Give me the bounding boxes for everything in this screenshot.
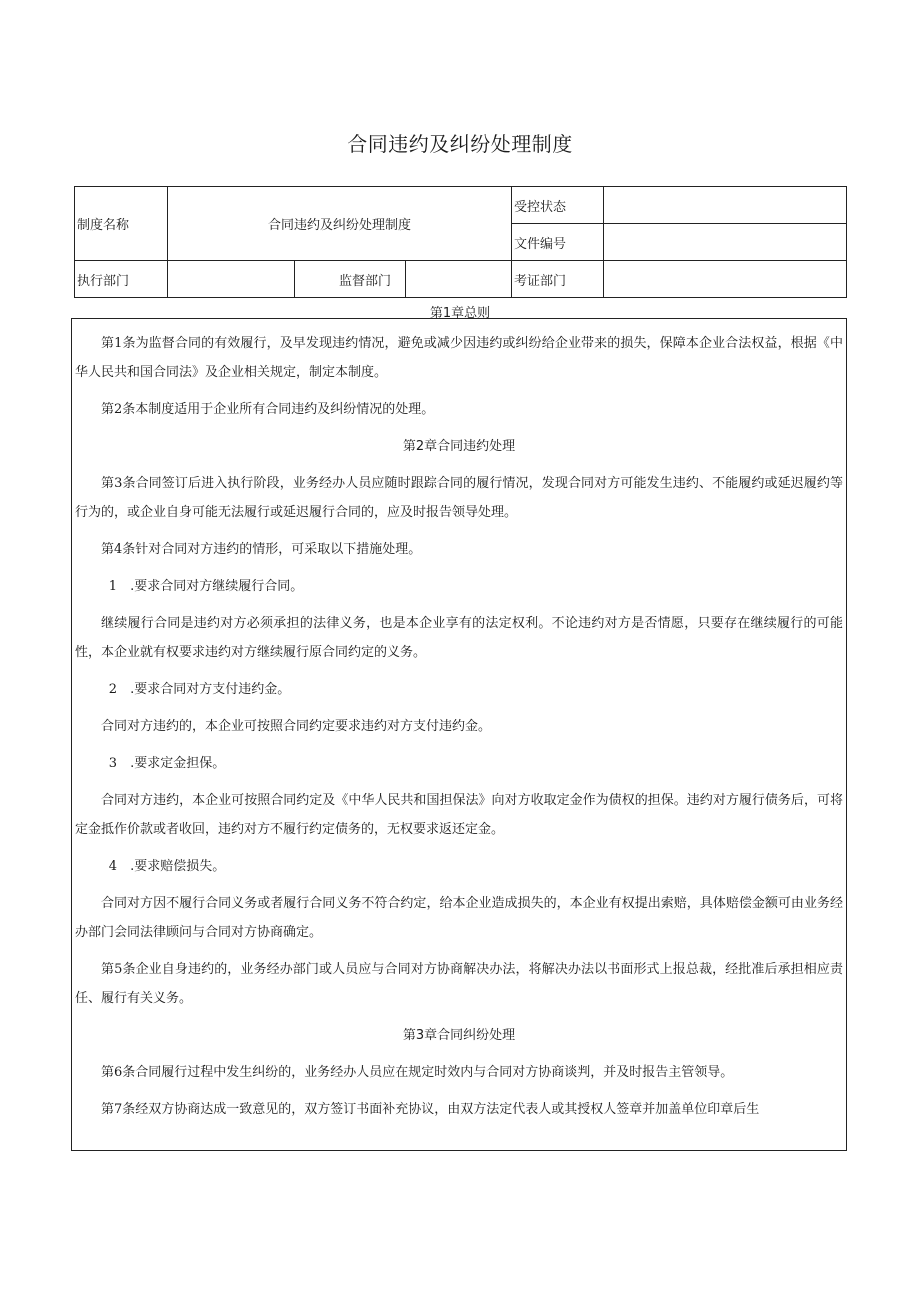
measure-1-text: 继续履行合同是违约对方必须承担的法律义务，也是本企业享有的法定权利。不论违约对方是否情愿，只要存在继续履行的可能性，本企业就有权要求违约对方继续履行原合同约定的义务。 <box>75 616 843 660</box>
article-5: 第5条企业自身违约的，业务经办部门或人员应与合同对方协商解决办法，将解决办法以书面形式上报总裁，经批准后承担相应责任、履行有关义务。 <box>75 962 843 1006</box>
file-no-value-cell <box>604 224 847 261</box>
meta-row-1 <box>75 187 847 224</box>
meta-table <box>74 186 847 298</box>
article-7: 第7条经双方协商达成一致意见的，双方签订书面补充协议，由双方法定代表人或其授权人签章并加盖单位印章后生 <box>101 1102 760 1117</box>
measure-4-text: 合同对方因不履行合同义务或者履行合同义务不符合约定，给本企业造成损失的，本企业有权提出索赔，具体赔偿金额可由业务经办部门会同法律顾问与合同对方协商确定。 <box>75 896 843 940</box>
measure-2-text: 合同对方违约的，本企业可按照合同约定要求违约对方支付违约金。 <box>101 719 492 734</box>
exec-dept-label-cell: 执行部门 <box>75 261 168 298</box>
cert-dept-label-cell: 考证部门 <box>512 261 604 298</box>
meta-row-3 <box>75 261 847 298</box>
chapter-3-heading: 第3章合同纠纷处理 <box>402 1028 516 1043</box>
name-label-cell: 制度名称 <box>75 187 168 261</box>
name-value-cell: 合同违约及纠纷处理制度 <box>168 187 512 261</box>
document-title: 合同违约及纠纷处理制度 <box>347 132 573 156</box>
supervise-dept-value-cell <box>406 261 512 298</box>
measure-1: 1 .要求合同对方继续履行合同。 <box>108 579 304 594</box>
exec-dept-value-cell <box>168 261 295 298</box>
article-3: 第3条合同签订后进入执行阶段，业务经办人员应随时跟踪合同的履行情况，发现合同对方可能发生违约、不能履约或延迟履约等行为的，或企业自身可能无法履行或延迟履行合同的，应及时报告领导处理。 <box>75 476 843 520</box>
chapter-1-heading: 第1章总则 <box>429 306 491 321</box>
article-4: 第4条针对合同对方违约的情形，可采取以下措施处理。 <box>101 542 422 557</box>
measure-2: 2 .要求合同对方支付违约金。 <box>108 682 291 697</box>
document-body <box>71 318 847 1151</box>
article-6: 第6条合同履行过程中发生纠纷的，业务经办人员应在规定时效内与合同对方协商谈判，并及时报告主管领导。 <box>101 1065 734 1080</box>
file-no-label-cell: 文件编号 <box>512 224 604 261</box>
control-status-label-cell: 受控状态 <box>512 187 604 224</box>
cert-dept-value-cell <box>604 261 847 298</box>
measure-3-text: 合同对方违约，本企业可按照合同约定及《中华人民共和国担保法》向对方收取定金作为债权的担保。违约对方履行债务后，可将定金抵作价款或者收回，违约对方不履行约定债务的，无权要求返还定金。 <box>75 793 843 837</box>
article-1: 第1条为监督合同的有效履行，及早发现违约情况，避免或减少因违约或纠纷给企业带来的损失，保障本企业合法权益，根据《中华人民共和国合同法》及企业相关规定，制定本制度。 <box>75 336 843 380</box>
article-2: 第2条本制度适用于企业所有合同违约及纠纷情况的处理。 <box>101 402 435 417</box>
measure-4: 4 .要求赔偿损失。 <box>108 859 226 874</box>
measure-3: 3 .要求定金担保。 <box>108 756 226 771</box>
supervise-dept-label-cell: 监督部门 <box>295 261 406 298</box>
control-status-value-cell <box>604 187 847 224</box>
chapter-2-heading: 第2章合同违约处理 <box>402 439 516 454</box>
